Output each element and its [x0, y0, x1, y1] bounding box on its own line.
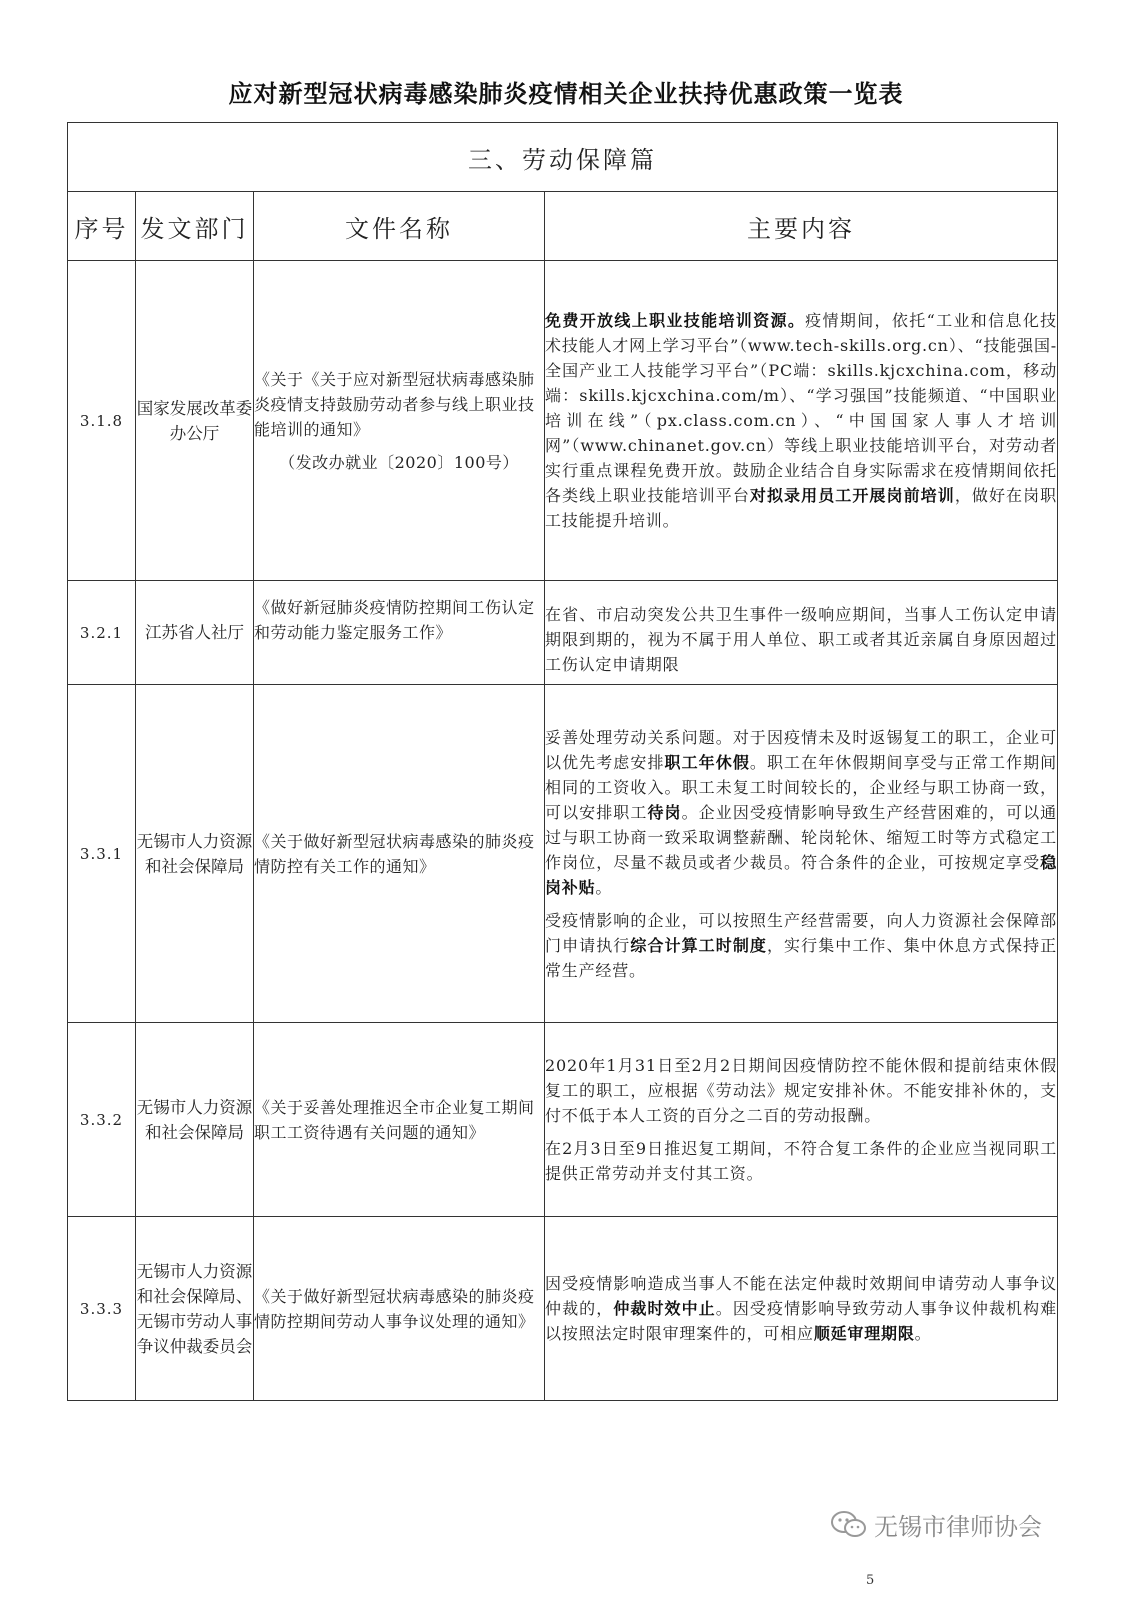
- row-dept: 无锡市人力资源和社会保障局、无锡市劳动人事争议仲裁委员会: [136, 1217, 254, 1401]
- column-header-seq: 序号: [68, 192, 136, 261]
- column-header-file: 文件名称: [254, 192, 545, 261]
- row-seq: 3.2.1: [68, 581, 136, 685]
- row-file-title: 《关于《关于应对新型冠状病毒感染肺炎疫情支持鼓励劳动者参与线上职业技能培训的通知》: [254, 369, 535, 439]
- row-dept: 无锡市人力资源和社会保障局: [136, 1023, 254, 1217]
- content-text: 疫情期间，依托“工业和信息化技术技能人才网上学习平台”（www.tech-skills.org.cn）、“技能强国-全国产业工人技能学习平台”（PC端：skills.kjcxchina.com，移动端：skills.kjcxchina.com/m）、“学习强国”技能频道、“中国职业培训在线”（px.class.com.cn）、“中国国家人事人才培训网”（www.chinanet.gov.cn）等线上职业技能培训平台，对劳动者实行重点课程免费开放。鼓励企业结合自身实际需求在疫情期间依托各类线上职业技能培训平台: [545, 311, 1057, 505]
- row-content: [545, 685, 1058, 1023]
- content-text: 妥善处理劳动关系问题。对于因疫情未及时返锡复工的职工，企业可以优先考虑安排: [545, 727, 1057, 772]
- column-header-dept: 发文部门: [136, 192, 254, 261]
- row-file-number: （发改办就业〔2020〕100号）: [279, 452, 519, 472]
- content-text: ，做好在岗职工技能提升培训。: [545, 486, 1057, 530]
- content-text: 。: [914, 1324, 932, 1343]
- row-seq: 3.3.2: [68, 1023, 136, 1217]
- row-seq: 3.1.8: [68, 261, 136, 581]
- row-file: [254, 261, 545, 581]
- highlight-text: 稳岗补贴: [545, 852, 1057, 897]
- row-seq: 3.3.3: [68, 1217, 136, 1401]
- highlight-text: 综合计算工时制度: [630, 935, 767, 955]
- wechat-icon: [830, 1510, 868, 1540]
- column-header-content: 主要内容: [545, 192, 1058, 261]
- highlight-text: 免费开放线上职业技能培训资源。: [545, 311, 806, 330]
- highlight-text: 职工年休假: [664, 752, 750, 772]
- content-text: 在2月3日至9日推迟复工期间，不符合复工条件的企业应当视同职工提供正常劳动并支付其工资。: [545, 1139, 1057, 1183]
- highlight-text: 仲裁时效中止: [613, 1299, 716, 1318]
- content-text: 。企业因受疫情影响导致生产经营困难的，可以通过与职工协商一致采取调整薪酬、轮岗轮休、缩短工时等方式稳定工作岗位，尽量不裁员或者少裁员。符合条件的企业，可按规定享受: [545, 802, 1057, 872]
- row-file-title: 《关于妥善处理推迟全市企业复工期间职工工资待遇有关问题的通知》: [254, 1023, 545, 1217]
- row-seq: 3.3.1: [68, 685, 136, 1023]
- row-dept: 无锡市人力资源和社会保障局: [136, 685, 254, 1023]
- document-title: 应对新型冠状病毒感染肺炎疫情相关企业扶持优惠政策一览表: [228, 80, 904, 108]
- row-dept: 江苏省人社厅: [136, 581, 254, 685]
- highlight-text: 待岗: [647, 802, 682, 822]
- header-row: [68, 192, 1058, 261]
- table-row: [68, 1217, 1058, 1401]
- wechat-watermark: [830, 1507, 1042, 1542]
- content-text: 因受疫情影响造成当事人不能在法定仲裁时效期间申请劳动人事争议仲裁的，: [545, 1274, 1057, 1318]
- content-text: 2020年1月31日至2月2日期间因疫情防控不能休假和提前结束休假复工的职工，应根据《劳动法》规定安排补休。不能安排补休的，支付不低于本人工资的百分之二百的劳动报酬。: [545, 1056, 1057, 1125]
- row-content: [545, 261, 1058, 581]
- highlight-text: 对拟录用员工开展岗前培训: [749, 486, 955, 505]
- content-text: 受疫情影响的企业，可以按照生产经营需要，向人力资源社会保障部门申请执行: [545, 910, 1057, 955]
- row-file-title: 《关于做好新型冠状病毒感染的肺炎疫情防控期间劳动人事争议处理的通知》: [254, 1217, 545, 1401]
- row-content: [545, 1023, 1058, 1217]
- section-row: [68, 123, 1058, 192]
- policy-table: [67, 122, 1058, 1401]
- table-row: [68, 261, 1058, 581]
- table-row: [68, 1023, 1058, 1217]
- row-content: [545, 1217, 1058, 1401]
- row-dept: 国家发展改革委办公厅: [136, 261, 254, 581]
- page-number: 5: [866, 1573, 875, 1588]
- row-content: 在省、市启动突发公共卫生事件一级响应期间，当事人工伤认定申请期限到期的，视为不属于用人单位、职工或者其近亲属自身原因超过工伤认定申请期限: [545, 581, 1058, 685]
- table-row: [68, 581, 1058, 685]
- section-title: 三、劳动保障篇: [68, 123, 1058, 192]
- highlight-text: 顺延审理期限: [813, 1324, 915, 1343]
- row-file-title: 《做好新冠肺炎疫情防控期间工伤认定和劳动能力鉴定服务工作》: [254, 581, 545, 685]
- content-text: ，实行集中工作、集中休息方式保持正常生产经营。: [545, 935, 1057, 980]
- watermark-text: 无锡市律师协会: [874, 1513, 1042, 1541]
- content-text: 。职工在年休假期间享受与正常工作期间相同的工资收入。职工未复工时间较长的，企业经与职工协商一致，可以安排职工: [545, 752, 1057, 822]
- row-file-title: 《关于做好新型冠状病毒感染的肺炎疫情防控有关工作的通知》: [254, 685, 545, 1023]
- table-row: [68, 685, 1058, 1023]
- content-text: 。: [595, 877, 613, 897]
- content-text: 。因受疫情影响导致劳动人事争议仲裁机构难以按照法定时限审理案件的，可相应: [545, 1299, 1057, 1343]
